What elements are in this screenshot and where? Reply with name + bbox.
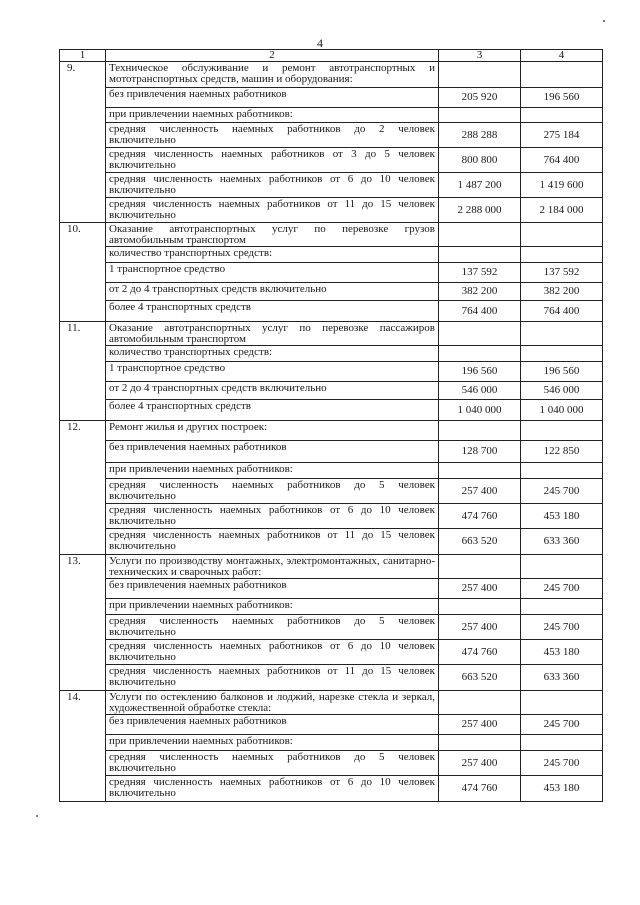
table-row <box>60 108 603 123</box>
value-column-3 <box>439 735 521 751</box>
value-column-3 <box>439 62 521 88</box>
service-description: средняя численность наемных работников от 6 до 10 человек включительно <box>106 504 439 529</box>
value-column-3: 1 487 200 <box>439 173 521 198</box>
service-description: от 2 до 4 транспортных средств включительно <box>106 382 439 400</box>
table-row <box>60 463 603 479</box>
service-description: средняя численность наемных работников до 5 человек включительно <box>106 479 439 504</box>
table-row <box>60 555 603 579</box>
value-column-3: 764 400 <box>439 301 521 322</box>
value-column-4: 633 360 <box>521 529 603 555</box>
value-column-4: 382 200 <box>521 283 603 301</box>
service-description: средняя численность наемных работников до 5 человек включительно <box>106 751 439 776</box>
table-row <box>60 283 603 301</box>
column-header-row <box>60 50 603 62</box>
service-description: при привлечении наемных работников: <box>106 108 439 123</box>
item-number: 9. <box>60 62 106 223</box>
value-column-3 <box>439 463 521 479</box>
service-description: средняя численность наемных работников от 11 до 15 человек включительно <box>106 665 439 691</box>
value-column-4 <box>521 735 603 751</box>
value-column-3: 474 760 <box>439 640 521 665</box>
service-description: при привлечении наемных работников: <box>106 599 439 615</box>
item-number: 10. <box>60 223 106 322</box>
table-row <box>60 62 603 88</box>
value-column-3 <box>439 421 521 441</box>
service-description: Ремонт жилья и других построек: <box>106 421 439 441</box>
service-description: при привлечении наемных работников: <box>106 463 439 479</box>
value-column-4 <box>521 463 603 479</box>
value-column-4: 137 592 <box>521 263 603 283</box>
service-description: без привлечения наемных работников <box>106 715 439 735</box>
column-header: 1 <box>60 50 106 62</box>
column-header: 2 <box>106 50 439 62</box>
table-row <box>60 504 603 529</box>
value-column-3: 257 400 <box>439 479 521 504</box>
value-column-4: 764 400 <box>521 148 603 173</box>
table-body <box>60 50 603 802</box>
value-column-3 <box>439 223 521 247</box>
table-row <box>60 579 603 599</box>
value-column-4 <box>521 421 603 441</box>
value-column-4: 764 400 <box>521 301 603 322</box>
tariff-table <box>59 49 603 802</box>
value-column-4 <box>521 346 603 362</box>
service-description: количество транспортных средств: <box>106 346 439 362</box>
value-column-3: 474 760 <box>439 776 521 802</box>
table-row <box>60 173 603 198</box>
value-column-4 <box>521 691 603 715</box>
value-column-4: 196 560 <box>521 88 603 108</box>
item-number: 13. <box>60 555 106 691</box>
value-column-3: 257 400 <box>439 715 521 735</box>
column-header: 3 <box>439 50 521 62</box>
scan-speck <box>603 20 605 22</box>
value-column-4 <box>521 247 603 263</box>
value-column-3: 128 700 <box>439 441 521 463</box>
service-description: средняя численность наемных работников от 11 до 15 человек включительно <box>106 529 439 555</box>
value-column-4: 122 850 <box>521 441 603 463</box>
value-column-4: 245 700 <box>521 479 603 504</box>
value-column-3 <box>439 322 521 346</box>
service-description: Услуги по остеклению балконов и лоджий, нарезке стекла и зеркал, художественной обработке стекла: <box>106 691 439 715</box>
table-row <box>60 301 603 322</box>
table-row <box>60 640 603 665</box>
service-description: Оказание автотранспортных услуг по перевозке пассажиров автомобильным транспортом <box>106 322 439 346</box>
service-description: средняя численность наемных работников от 3 до 5 человек включительно <box>106 148 439 173</box>
table-row <box>60 223 603 247</box>
value-column-4: 633 360 <box>521 665 603 691</box>
table-row <box>60 382 603 400</box>
service-description: 1 транспортное средство <box>106 263 439 283</box>
value-column-3: 196 560 <box>439 362 521 382</box>
table-row <box>60 529 603 555</box>
service-description: средняя численность наемных работников от 6 до 10 человек включительно <box>106 173 439 198</box>
table-row <box>60 599 603 615</box>
table-row <box>60 346 603 362</box>
table-row <box>60 148 603 173</box>
scan-speck <box>36 815 38 817</box>
value-column-4: 245 700 <box>521 715 603 735</box>
value-column-4: 453 180 <box>521 640 603 665</box>
table-row <box>60 263 603 283</box>
value-column-4: 453 180 <box>521 504 603 529</box>
value-column-3: 546 000 <box>439 382 521 400</box>
value-column-3 <box>439 108 521 123</box>
service-description: средняя численность наемных работников от 6 до 10 человек включительно <box>106 776 439 802</box>
service-description: количество транспортных средств: <box>106 247 439 263</box>
table-row <box>60 665 603 691</box>
value-column-4 <box>521 599 603 615</box>
table-row <box>60 421 603 441</box>
column-header: 4 <box>521 50 603 62</box>
value-column-3: 663 520 <box>439 529 521 555</box>
value-column-4: 245 700 <box>521 615 603 640</box>
table-row <box>60 362 603 382</box>
service-description: Техническое обслуживание и ремонт автотранспортных и мототранспортных средств, машин и оборудования: <box>106 62 439 88</box>
table-row <box>60 400 603 421</box>
service-description: без привлечения наемных работников <box>106 88 439 108</box>
service-description: более 4 транспортных средств <box>106 301 439 322</box>
table-row <box>60 691 603 715</box>
table-row <box>60 479 603 504</box>
service-description: средняя численность наемных работников от 11 до 15 человек включительно <box>106 198 439 223</box>
value-column-4: 245 700 <box>521 579 603 599</box>
value-column-4: 546 000 <box>521 382 603 400</box>
service-description: средняя численность наемных работников от 6 до 10 человек включительно <box>106 640 439 665</box>
service-description: от 2 до 4 транспортных средств включительно <box>106 283 439 301</box>
value-column-3 <box>439 346 521 362</box>
value-column-4 <box>521 322 603 346</box>
value-column-3 <box>439 247 521 263</box>
table-row <box>60 751 603 776</box>
table-row <box>60 776 603 802</box>
value-column-4: 245 700 <box>521 751 603 776</box>
value-column-3: 257 400 <box>439 615 521 640</box>
service-description: без привлечения наемных работников <box>106 579 439 599</box>
table-row <box>60 123 603 148</box>
service-description: без привлечения наемных работников <box>106 441 439 463</box>
table-row <box>60 441 603 463</box>
value-column-3: 474 760 <box>439 504 521 529</box>
table-row <box>60 735 603 751</box>
item-number: 11. <box>60 322 106 421</box>
table-row <box>60 715 603 735</box>
value-column-4: 1 419 600 <box>521 173 603 198</box>
value-column-4: 453 180 <box>521 776 603 802</box>
page-number: 4 <box>317 36 323 50</box>
service-description: при привлечении наемных работников: <box>106 735 439 751</box>
service-description: более 4 транспортных средств <box>106 400 439 421</box>
item-number: 14. <box>60 691 106 802</box>
value-column-4 <box>521 108 603 123</box>
service-description: 1 транспортное средство <box>106 362 439 382</box>
value-column-4: 1 040 000 <box>521 400 603 421</box>
value-column-3 <box>439 555 521 579</box>
table-row <box>60 247 603 263</box>
value-column-3: 1 040 000 <box>439 400 521 421</box>
value-column-4 <box>521 223 603 247</box>
value-column-3: 382 200 <box>439 283 521 301</box>
value-column-3: 288 288 <box>439 123 521 148</box>
value-column-3 <box>439 599 521 615</box>
value-column-3 <box>439 691 521 715</box>
table-row <box>60 322 603 346</box>
table-row <box>60 615 603 640</box>
value-column-3: 137 592 <box>439 263 521 283</box>
value-column-3: 257 400 <box>439 579 521 599</box>
value-column-3: 663 520 <box>439 665 521 691</box>
value-column-3: 800 800 <box>439 148 521 173</box>
value-column-4 <box>521 555 603 579</box>
value-column-3: 257 400 <box>439 751 521 776</box>
table-row <box>60 198 603 223</box>
value-column-3: 2 288 000 <box>439 198 521 223</box>
value-column-4: 196 560 <box>521 362 603 382</box>
table-row <box>60 88 603 108</box>
value-column-3: 205 920 <box>439 88 521 108</box>
value-column-4 <box>521 62 603 88</box>
service-description: средняя численность наемных работников до 2 человек включительно <box>106 123 439 148</box>
value-column-4: 2 184 000 <box>521 198 603 223</box>
service-description: Услуги по производству монтажных, электромонтажных, санитарно-технических и сварочных работ: <box>106 555 439 579</box>
item-number: 12. <box>60 421 106 555</box>
service-description: Оказание автотранспортных услуг по перевозке грузов автомобильным транспортом <box>106 223 439 247</box>
value-column-4: 275 184 <box>521 123 603 148</box>
service-description: средняя численность наемных работников до 5 человек включительно <box>106 615 439 640</box>
